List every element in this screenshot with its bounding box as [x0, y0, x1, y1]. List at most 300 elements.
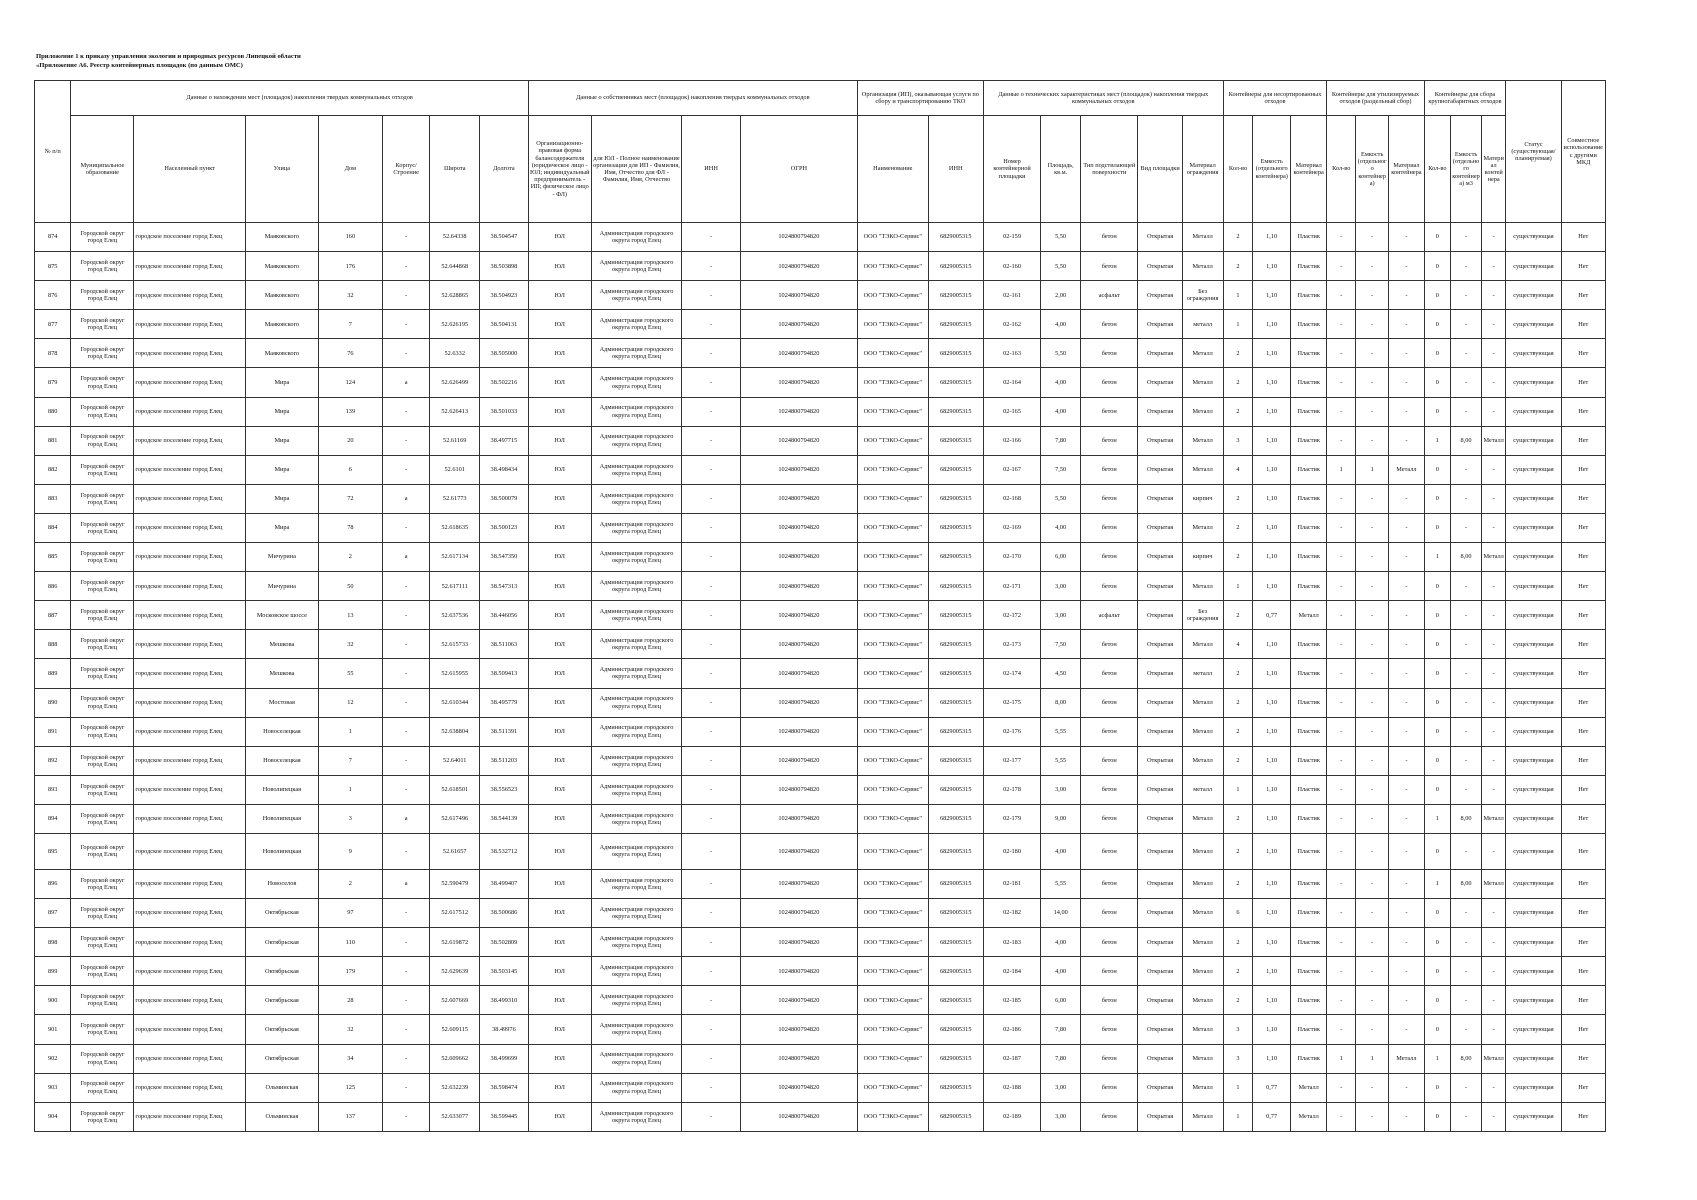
cell-mixed-count: 2	[1223, 397, 1253, 426]
cell-recycled-count: -	[1327, 804, 1356, 833]
cell-area: 3,00	[1041, 1073, 1081, 1102]
cell-area: 5,55	[1041, 746, 1081, 775]
cell-municipality: Городской округ город Елец	[71, 630, 134, 659]
cell-municipality: Городской округ город Елец	[71, 310, 134, 339]
cell-bulky-count: 0	[1424, 339, 1451, 368]
cell-lat: 52.615733	[430, 630, 480, 659]
cell-site-type: Открытая	[1138, 513, 1182, 542]
cell-org-inn: 6829005315	[928, 1015, 983, 1044]
cell-status: существующая	[1506, 957, 1561, 986]
cell-mixed-material: Металл	[1290, 601, 1326, 630]
cell-recycled-capacity: 1	[1356, 455, 1389, 484]
cell-mixed-capacity: 1,10	[1253, 513, 1291, 542]
cell-recycled-capacity: -	[1356, 368, 1389, 397]
cell-org-inn: 6829005315	[928, 957, 983, 986]
cell-lon: 38.499407	[480, 869, 529, 898]
cell-settlement: городское поселение город Елец	[134, 804, 246, 833]
cell-building: -	[382, 601, 429, 630]
cell-num: 876	[35, 281, 71, 310]
cell-building: -	[382, 1073, 429, 1102]
cell-bulky-count: 0	[1424, 310, 1451, 339]
cell-ogrn: 1024800794820	[740, 833, 857, 869]
cell-legal-form: ЮЛ	[528, 630, 591, 659]
cell-status: существующая	[1506, 455, 1561, 484]
cell-legal-form: ЮЛ	[528, 1044, 591, 1073]
cell-bulky-capacity: -	[1451, 630, 1482, 659]
cell-lat: 52.637536	[430, 601, 480, 630]
cell-mixed-material: Пластик	[1290, 957, 1326, 986]
cell-bulky-material: -	[1482, 833, 1506, 869]
cell-settlement: городское поселение город Елец	[134, 630, 246, 659]
cell-recycled-capacity: -	[1356, 986, 1389, 1015]
col-settlement: Населенный пункт	[134, 116, 246, 223]
cell-bulky-capacity: -	[1451, 899, 1482, 928]
cell-lat: 52.629639	[430, 957, 480, 986]
cell-org-inn: 6829005315	[928, 601, 983, 630]
cell-fence: Металл	[1182, 833, 1223, 869]
cell-house: 97	[318, 899, 382, 928]
cell-status: существующая	[1506, 1044, 1561, 1073]
cell-municipality: Городской округ город Елец	[71, 688, 134, 717]
cell-mixed-count: 1	[1223, 310, 1253, 339]
cell-settlement: городское поселение город Елец	[134, 484, 246, 513]
cell-surface: бетон	[1081, 1073, 1138, 1102]
cell-ogrn: 1024800794820	[740, 659, 857, 688]
cell-area: 4,50	[1041, 659, 1081, 688]
cell-site-type: Открытая	[1138, 543, 1182, 572]
cell-building: а	[382, 484, 429, 513]
cell-municipality: Городской округ город Елец	[71, 1015, 134, 1044]
cell-recycled-count: -	[1327, 368, 1356, 397]
cell-owner-name: Администрация городского округа город Елец	[591, 833, 682, 869]
cell-recycled-count: -	[1327, 869, 1356, 898]
cell-mixed-capacity: 0,77	[1253, 601, 1291, 630]
cell-building: -	[382, 833, 429, 869]
cell-mixed-material: Пластик	[1290, 804, 1326, 833]
cell-surface: бетон	[1081, 310, 1138, 339]
cell-recycled-count: -	[1327, 310, 1356, 339]
cell-site-type: Открытая	[1138, 746, 1182, 775]
cell-building: а	[382, 368, 429, 397]
cell-num: 899	[35, 957, 71, 986]
cell-owner-name: Администрация городского округа город Елец	[591, 928, 682, 957]
cell-lat: 52.638804	[430, 717, 480, 746]
cell-mixed-capacity: 0,77	[1253, 1073, 1291, 1102]
cell-bulky-capacity: -	[1451, 455, 1482, 484]
cell-recycled-capacity: -	[1356, 484, 1389, 513]
cell-recycled-capacity: -	[1356, 804, 1389, 833]
cell-org-inn: 6829005315	[928, 869, 983, 898]
cell-owner-name: Администрация городского округа город Елец	[591, 543, 682, 572]
cell-mixed-capacity: 1,10	[1253, 455, 1291, 484]
cell-bulky-count: 0	[1424, 484, 1451, 513]
cell-site-type: Открытая	[1138, 688, 1182, 717]
cell-mixed-capacity: 1,10	[1253, 223, 1291, 252]
cell-shared: Нет	[1561, 833, 1605, 869]
col-site-type: Вид площадки	[1138, 116, 1182, 223]
table-row	[35, 804, 1606, 833]
cell-bulky-material: -	[1482, 746, 1506, 775]
cell-inn: -	[682, 1073, 741, 1102]
cell-mixed-capacity: 1,10	[1253, 899, 1291, 928]
cell-mixed-count: 2	[1223, 869, 1253, 898]
cell-house: 20	[318, 426, 382, 455]
cell-settlement: городское поселение город Елец	[134, 775, 246, 804]
cell-fence: кирпич	[1182, 543, 1223, 572]
cell-area: 4,00	[1041, 310, 1081, 339]
cell-site-type: Открытая	[1138, 1015, 1182, 1044]
cell-status: существующая	[1506, 397, 1561, 426]
cell-recycled-material: -	[1389, 310, 1424, 339]
cell-house: 2	[318, 543, 382, 572]
cell-bulky-count: 0	[1424, 833, 1451, 869]
cell-status: существующая	[1506, 1102, 1561, 1131]
cell-street: Октябрьская	[245, 986, 318, 1015]
cell-street: Мира	[245, 426, 318, 455]
cell-bulky-capacity: -	[1451, 957, 1482, 986]
cell-status: существующая	[1506, 368, 1561, 397]
cell-legal-form: ЮЛ	[528, 281, 591, 310]
table-row	[35, 630, 1606, 659]
cell-lat: 52.626413	[430, 397, 480, 426]
table-row	[35, 899, 1606, 928]
cell-bulky-material: -	[1482, 957, 1506, 986]
table-body	[35, 223, 1606, 1132]
cell-surface: бетон	[1081, 513, 1138, 542]
cell-house: 78	[318, 513, 382, 542]
cell-recycled-count: -	[1327, 775, 1356, 804]
cell-shared: Нет	[1561, 899, 1605, 928]
cell-recycled-material: -	[1389, 223, 1424, 252]
cell-bulky-capacity: -	[1451, 1073, 1482, 1102]
cell-mixed-count: 2	[1223, 252, 1253, 281]
cell-mixed-count: 4	[1223, 630, 1253, 659]
cell-shared: Нет	[1561, 1044, 1605, 1073]
cell-num: 900	[35, 986, 71, 1015]
cell-mixed-capacity: 1,10	[1253, 775, 1291, 804]
cell-legal-form: ЮЛ	[528, 717, 591, 746]
cell-mixed-material: Пластик	[1290, 339, 1326, 368]
cell-municipality: Городской округ город Елец	[71, 928, 134, 957]
cell-org-inn: 6829005315	[928, 397, 983, 426]
cell-mixed-material: Пластик	[1290, 986, 1326, 1015]
cell-ogrn: 1024800794820	[740, 928, 857, 957]
cell-lat: 52.6101	[430, 455, 480, 484]
cell-site-type: Открытая	[1138, 223, 1182, 252]
cell-bulky-material: -	[1482, 659, 1506, 688]
cell-mixed-material: Пластик	[1290, 869, 1326, 898]
cell-org-name: ООО "ТЭКО-Сервис"	[857, 281, 928, 310]
cell-num: 883	[35, 484, 71, 513]
cell-legal-form: ЮЛ	[528, 223, 591, 252]
cell-recycled-material: -	[1389, 833, 1424, 869]
cell-bulky-material: -	[1482, 310, 1506, 339]
cell-inn: -	[682, 339, 741, 368]
cell-site-no: 02-167	[983, 455, 1040, 484]
cell-org-name: ООО "ТЭКО-Сервис"	[857, 397, 928, 426]
cell-owner-name: Администрация городского округа город Елец	[591, 899, 682, 928]
cell-org-inn: 6829005315	[928, 455, 983, 484]
cell-legal-form: ЮЛ	[528, 746, 591, 775]
cell-settlement: городское поселение город Елец	[134, 899, 246, 928]
cell-recycled-material: -	[1389, 986, 1424, 1015]
cell-lon: 38.501033	[480, 397, 529, 426]
cell-bulky-material: -	[1482, 630, 1506, 659]
cell-house: 110	[318, 928, 382, 957]
cell-settlement: городское поселение город Елец	[134, 957, 246, 986]
cell-surface: бетон	[1081, 484, 1138, 513]
cell-area: 6,00	[1041, 543, 1081, 572]
cell-org-name: ООО "ТЭКО-Сервис"	[857, 957, 928, 986]
cell-org-inn: 6829005315	[928, 368, 983, 397]
cell-bulky-capacity: 8,00	[1451, 426, 1482, 455]
cell-site-type: Открытая	[1138, 455, 1182, 484]
cell-municipality: Городской округ город Елец	[71, 397, 134, 426]
cell-mixed-count: 2	[1223, 543, 1253, 572]
table-row	[35, 659, 1606, 688]
cell-ogrn: 1024800794820	[740, 869, 857, 898]
cell-mixed-material: Пластик	[1290, 775, 1326, 804]
cell-mixed-material: Пластик	[1290, 746, 1326, 775]
cell-surface: бетон	[1081, 928, 1138, 957]
cell-org-name: ООО "ТЭКО-Сервис"	[857, 1044, 928, 1073]
cell-status: существующая	[1506, 484, 1561, 513]
cell-owner-name: Администрация городского округа город Елец	[591, 746, 682, 775]
table-row	[35, 986, 1606, 1015]
cell-status: существующая	[1506, 899, 1561, 928]
cell-area: 14,00	[1041, 899, 1081, 928]
cell-legal-form: ЮЛ	[528, 1102, 591, 1131]
cell-legal-form: ЮЛ	[528, 775, 591, 804]
cell-site-no: 02-182	[983, 899, 1040, 928]
cell-bulky-material: Металл	[1482, 1044, 1506, 1073]
table-row	[35, 397, 1606, 426]
cell-recycled-material: -	[1389, 252, 1424, 281]
col-recycled-count: Кол-во	[1327, 116, 1356, 223]
cell-site-type: Открытая	[1138, 630, 1182, 659]
col-org-name: Наименование	[857, 116, 928, 223]
cell-area: 4,00	[1041, 513, 1081, 542]
col-lon: Долгота	[480, 116, 529, 223]
cell-street: Ольминская	[245, 1102, 318, 1131]
cell-owner-name: Администрация городского округа город Елец	[591, 1044, 682, 1073]
cell-status: существующая	[1506, 1015, 1561, 1044]
cell-bulky-material: -	[1482, 572, 1506, 601]
header-recycled: Контейнеры для утилизируемых отходов (раздельный сбор)	[1327, 81, 1424, 116]
cell-mixed-capacity: 0,77	[1253, 1102, 1291, 1131]
cell-settlement: городское поселение город Елец	[134, 688, 246, 717]
cell-status: существующая	[1506, 426, 1561, 455]
cell-recycled-count: -	[1327, 746, 1356, 775]
cell-status: существующая	[1506, 928, 1561, 957]
cell-site-no: 02-166	[983, 426, 1040, 455]
cell-mixed-count: 2	[1223, 484, 1253, 513]
table-row	[35, 869, 1606, 898]
cell-site-type: Открытая	[1138, 659, 1182, 688]
table-row	[35, 601, 1606, 630]
cell-municipality: Городской округ город Елец	[71, 572, 134, 601]
cell-legal-form: ЮЛ	[528, 804, 591, 833]
cell-mixed-count: 2	[1223, 928, 1253, 957]
cell-area: 4,00	[1041, 368, 1081, 397]
cell-municipality: Городской округ город Елец	[71, 833, 134, 869]
cell-municipality: Городской округ город Елец	[71, 899, 134, 928]
cell-recycled-count: -	[1327, 252, 1356, 281]
cell-street: Новолипецкая	[245, 804, 318, 833]
cell-bulky-capacity: -	[1451, 601, 1482, 630]
cell-mixed-capacity: 1,10	[1253, 252, 1291, 281]
cell-recycled-capacity: -	[1356, 833, 1389, 869]
cell-lon: 38.500686	[480, 899, 529, 928]
cell-site-type: Открытая	[1138, 1102, 1182, 1131]
cell-recycled-capacity: -	[1356, 1102, 1389, 1131]
cell-fence: Металл	[1182, 957, 1223, 986]
col-lat: Широта	[430, 116, 480, 223]
cell-house: 32	[318, 281, 382, 310]
cell-org-name: ООО "ТЭКО-Сервис"	[857, 223, 928, 252]
cell-recycled-material: Металл	[1389, 1044, 1424, 1073]
cell-bulky-capacity: -	[1451, 688, 1482, 717]
table-row	[35, 543, 1606, 572]
cell-legal-form: ЮЛ	[528, 1073, 591, 1102]
cell-municipality: Городской округ город Елец	[71, 601, 134, 630]
header-num: № п/п	[35, 81, 71, 223]
table-row	[35, 1044, 1606, 1073]
cell-fence: Металл	[1182, 339, 1223, 368]
cell-mixed-material: Пластик	[1290, 455, 1326, 484]
table-row	[35, 572, 1606, 601]
cell-house: 176	[318, 252, 382, 281]
cell-fence: Металл	[1182, 630, 1223, 659]
cell-recycled-material: -	[1389, 484, 1424, 513]
table-row	[35, 513, 1606, 542]
cell-recycled-count: -	[1327, 717, 1356, 746]
cell-site-no: 02-187	[983, 1044, 1040, 1073]
cell-recycled-material: -	[1389, 601, 1424, 630]
cell-num: 884	[35, 513, 71, 542]
cell-house: 32	[318, 1015, 382, 1044]
cell-lat: 52.617111	[430, 572, 480, 601]
cell-area: 5,50	[1041, 484, 1081, 513]
cell-house: 7	[318, 310, 382, 339]
table-row	[35, 339, 1606, 368]
cell-fence: Металл	[1182, 717, 1223, 746]
cell-org-name: ООО "ТЭКО-Сервис"	[857, 543, 928, 572]
cell-building: -	[382, 281, 429, 310]
cell-site-no: 02-183	[983, 928, 1040, 957]
header-org: Организация (ИП), оказывающая услуги по сбору и транспортированию ТКО	[857, 81, 983, 116]
cell-num: 890	[35, 688, 71, 717]
cell-site-type: Открытая	[1138, 869, 1182, 898]
cell-recycled-material: -	[1389, 928, 1424, 957]
cell-lat: 52.632239	[430, 1073, 480, 1102]
cell-org-name: ООО "ТЭКО-Сервис"	[857, 1015, 928, 1044]
cell-settlement: городское поселение город Елец	[134, 339, 246, 368]
cell-mixed-count: 2	[1223, 339, 1253, 368]
cell-shared: Нет	[1561, 630, 1605, 659]
cell-num: 878	[35, 339, 71, 368]
cell-mixed-count: 2	[1223, 513, 1253, 542]
cell-bulky-count: 0	[1424, 601, 1451, 630]
cell-settlement: городское поселение город Елец	[134, 252, 246, 281]
cell-lat: 52.626499	[430, 368, 480, 397]
cell-status: существующая	[1506, 601, 1561, 630]
cell-recycled-material: -	[1389, 1015, 1424, 1044]
cell-org-inn: 6829005315	[928, 775, 983, 804]
cell-site-type: Открытая	[1138, 368, 1182, 397]
cell-recycled-count: -	[1327, 513, 1356, 542]
cell-area: 5,50	[1041, 339, 1081, 368]
cell-lon: 38.504923	[480, 281, 529, 310]
cell-inn: -	[682, 688, 741, 717]
cell-shared: Нет	[1561, 426, 1605, 455]
cell-org-inn: 6829005315	[928, 281, 983, 310]
cell-bulky-material: -	[1482, 223, 1506, 252]
cell-bulky-count: 0	[1424, 688, 1451, 717]
cell-surface: бетон	[1081, 426, 1138, 455]
cell-org-name: ООО "ТЭКО-Сервис"	[857, 928, 928, 957]
cell-recycled-count: -	[1327, 659, 1356, 688]
cell-bulky-capacity: 8,00	[1451, 804, 1482, 833]
document-title	[36, 52, 301, 70]
cell-num: 902	[35, 1044, 71, 1073]
cell-lat: 52.607669	[430, 986, 480, 1015]
cell-recycled-material: -	[1389, 659, 1424, 688]
cell-mixed-material: Пластик	[1290, 717, 1326, 746]
cell-owner-name: Администрация городского округа город Елец	[591, 957, 682, 986]
cell-ogrn: 1024800794820	[740, 339, 857, 368]
cell-org-inn: 6829005315	[928, 426, 983, 455]
cell-site-no: 02-181	[983, 869, 1040, 898]
cell-num: 897	[35, 899, 71, 928]
cell-num: 885	[35, 543, 71, 572]
cell-street: Маяковского	[245, 281, 318, 310]
cell-inn: -	[682, 223, 741, 252]
cell-recycled-capacity: -	[1356, 543, 1389, 572]
cell-settlement: городское поселение город Елец	[134, 601, 246, 630]
cell-num: 874	[35, 223, 71, 252]
cell-legal-form: ЮЛ	[528, 543, 591, 572]
cell-bulky-count: 0	[1424, 455, 1451, 484]
cell-org-name: ООО "ТЭКО-Сервис"	[857, 601, 928, 630]
cell-site-no: 02-163	[983, 339, 1040, 368]
cell-mixed-material: Пластик	[1290, 513, 1326, 542]
cell-ogrn: 1024800794820	[740, 484, 857, 513]
cell-inn: -	[682, 426, 741, 455]
cell-street: Маяковского	[245, 223, 318, 252]
cell-recycled-count: -	[1327, 957, 1356, 986]
cell-mixed-count: 1	[1223, 1102, 1253, 1131]
cell-settlement: городское поселение город Елец	[134, 1015, 246, 1044]
cell-bulky-count: 0	[1424, 513, 1451, 542]
cell-area: 7,50	[1041, 630, 1081, 659]
cell-mixed-count: 2	[1223, 223, 1253, 252]
cell-lon: 38.547313	[480, 572, 529, 601]
cell-ogrn: 1024800794820	[740, 746, 857, 775]
cell-shared: Нет	[1561, 513, 1605, 542]
cell-mixed-material: Пластик	[1290, 310, 1326, 339]
cell-street: Мира	[245, 513, 318, 542]
cell-ogrn: 1024800794820	[740, 804, 857, 833]
cell-bulky-count: 0	[1424, 572, 1451, 601]
cell-shared: Нет	[1561, 957, 1605, 986]
cell-inn: -	[682, 484, 741, 513]
cell-owner-name: Администрация городского округа город Елец	[591, 484, 682, 513]
cell-fence: Металл	[1182, 426, 1223, 455]
cell-site-no: 02-168	[983, 484, 1040, 513]
cell-building: -	[382, 455, 429, 484]
cell-bulky-capacity: -	[1451, 339, 1482, 368]
